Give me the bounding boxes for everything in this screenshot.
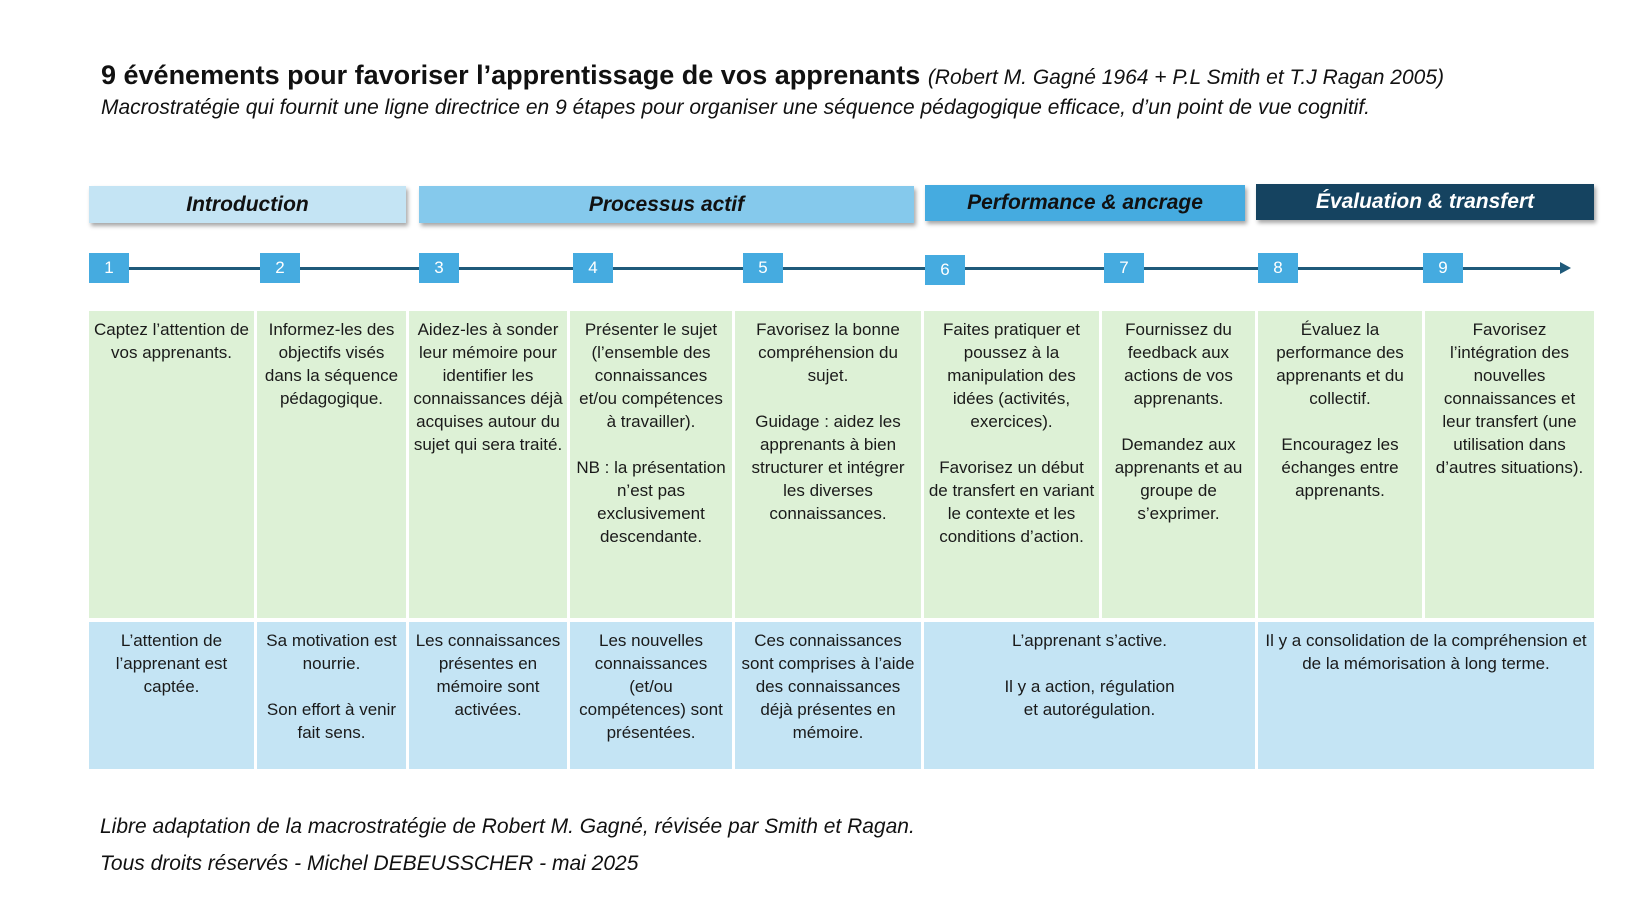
step-number-9: 9 xyxy=(1423,253,1463,283)
action-cell-1: Captez l’attention de vos apprenants. xyxy=(89,311,254,618)
step-number-2: 2 xyxy=(260,253,300,283)
action-cell-6: Faites pratiquer et poussez à la manipulation des idées (activités, exercices). Favorisez un début de transfert en variant le contexte et les conditions d’action. xyxy=(924,311,1099,618)
action-cell-8: Évaluez la performance des apprenants et du collectif. Encouragez les échanges entre apprenants. xyxy=(1258,311,1422,618)
page-title xyxy=(101,60,1444,91)
step-number-1: 1 xyxy=(89,253,129,283)
step-number-5: 5 xyxy=(743,253,783,283)
step-number-8: 8 xyxy=(1258,253,1298,283)
effect-cell-6-7: L’apprenant s’active. Il y a action, régulation et autorégulation. xyxy=(924,622,1255,769)
phase-performance-ancrage: Performance & ancrage xyxy=(925,185,1245,221)
step-number-4: 4 xyxy=(573,253,613,283)
step-number-3: 3 xyxy=(419,253,459,283)
action-cell-3: Aidez-les à sonder leur mémoire pour identifier les connaissances déjà acquises autour du sujet qui sera traité. xyxy=(409,311,567,618)
action-cell-5: Favorisez la bonne compréhension du sujet. Guidage : aidez les apprenants à bien structurer et intégrer les diverses connaissances. xyxy=(735,311,921,618)
page-subtitle: Macrostratégie qui fournit une ligne directrice en 9 étapes pour organiser une séquence pédagogique efficace, d’un point de vue cognitif. xyxy=(101,96,1371,119)
timeline-line xyxy=(89,267,1563,270)
phase-processus-actif: Processus actif xyxy=(419,186,914,223)
effect-cell-8-9: Il y a consolidation de la compréhension et de la mémorisation à long terme. xyxy=(1258,622,1594,769)
timeline-arrowhead xyxy=(1560,262,1571,274)
title-citation: (Robert M. Gagné 1964 + P.L Smith et T.J Ragan 2005) xyxy=(927,66,1444,89)
action-cell-9: Favorisez l’intégration des nouvelles connaissances et leur transfert (une utilisation dans d’autres situations). xyxy=(1425,311,1594,618)
effect-cell-1: L’attention de l’apprenant est captée. xyxy=(89,622,254,769)
effect-cell-4: Les nouvelles connaissances (et/ou compétences) sont présentées. xyxy=(570,622,732,769)
title-text: 9 événements pour favoriser l’apprentissage de vos apprenants xyxy=(101,60,921,90)
effect-cell-3: Les connaissances présentes en mémoire sont activées. xyxy=(409,622,567,769)
step-number-6: 6 xyxy=(925,255,965,285)
action-cell-2: Informez-les des objectifs visés dans la séquence pédagogique. xyxy=(257,311,406,618)
effect-cell-5: Ces connaissances sont comprises à l’aide des connaissances déjà présentes en mémoire. xyxy=(735,622,921,769)
action-cell-7: Fournissez du feedback aux actions de vos apprenants. Demandez aux apprenants et au groupe de s’exprimer. xyxy=(1102,311,1255,618)
footer-copyright: Tous droits réservés - Michel DEBEUSSCHER - mai 2025 xyxy=(100,852,639,875)
phase-evaluation-transfert: Évaluation & transfert xyxy=(1256,184,1594,220)
step-number-7: 7 xyxy=(1104,253,1144,283)
phase-introduction: Introduction xyxy=(89,186,406,223)
action-cell-4: Présenter le sujet (l’ensemble des connaissances et/ou compétences à travailler). NB : la présentation n’est pas exclusivement descendante. xyxy=(570,311,732,618)
effect-cell-2: Sa motivation est nourrie. Son effort à venir fait sens. xyxy=(257,622,406,769)
footer-credit: Libre adaptation de la macrostratégie de Robert M. Gagné, révisée par Smith et Ragan. xyxy=(100,815,915,838)
